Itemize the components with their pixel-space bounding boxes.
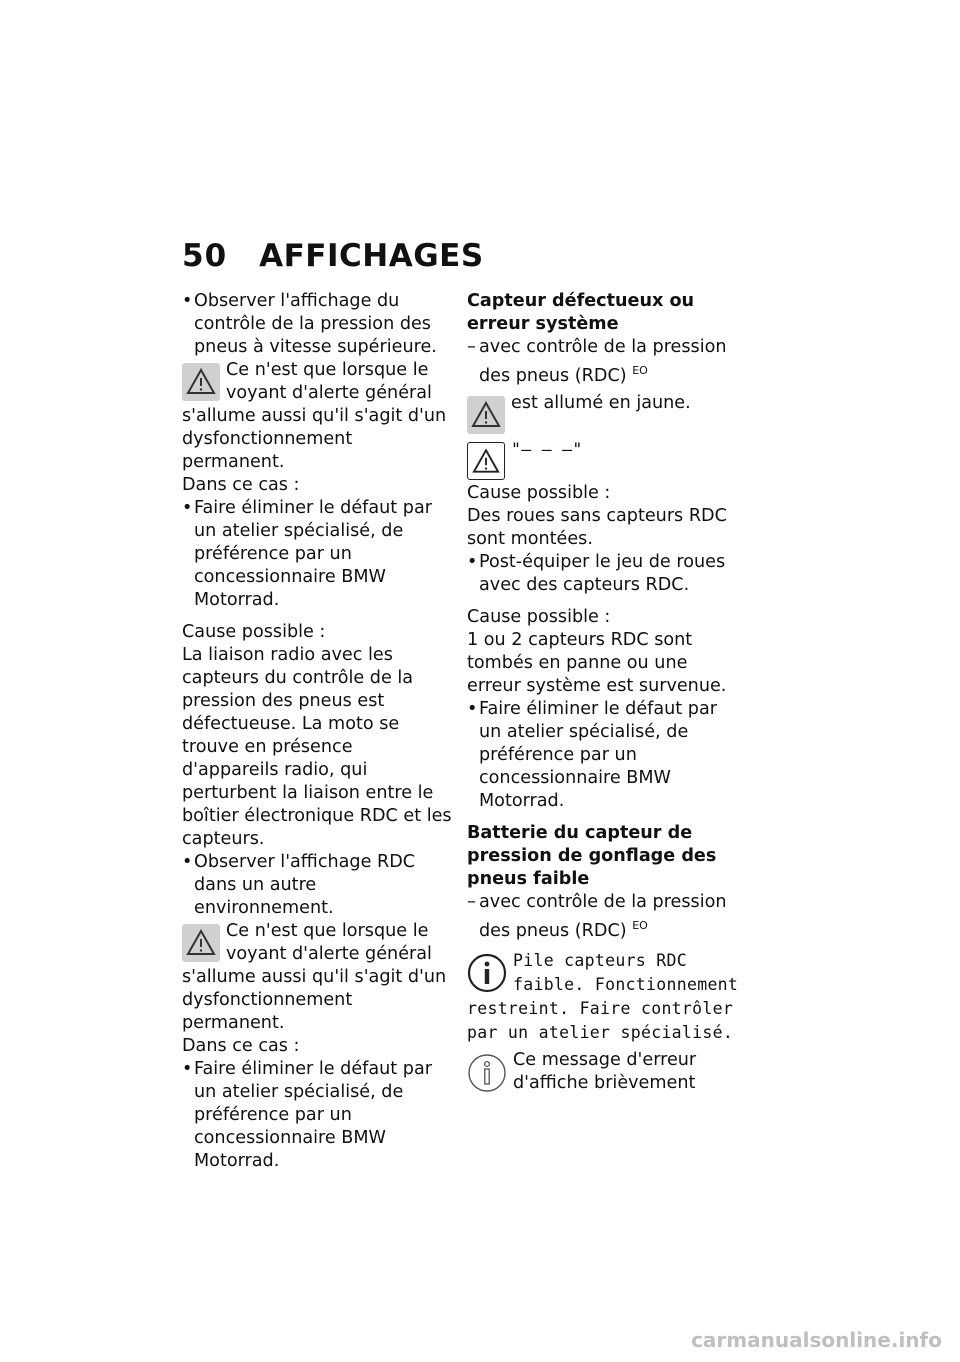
info-note-text: Ce message d'erreur d'affiche brièvement bbox=[513, 1050, 697, 1093]
warning-triangle-icon bbox=[467, 396, 505, 434]
display-dashes: "– – –" bbox=[511, 440, 583, 459]
possible-cause-text: Des roues sans capteurs RDC sont montées. bbox=[467, 506, 727, 549]
possible-cause-label: Cause possible : bbox=[182, 622, 326, 642]
info-note bbox=[467, 1049, 742, 1095]
page-header bbox=[182, 238, 484, 274]
info-outline-icon bbox=[467, 1053, 507, 1093]
section-title: AFFICHAGES bbox=[259, 238, 484, 274]
possible-cause-text: 1 ou 2 capteurs RDC sont tombés en panne ou une erreur système est survenue. bbox=[467, 630, 727, 696]
warning-triangle-icon bbox=[182, 924, 220, 962]
info-icon bbox=[467, 953, 507, 993]
page-number: 50 bbox=[182, 238, 228, 274]
eo-superscript: EO bbox=[632, 364, 648, 377]
possible-cause-text: La liaison radio avec les capteurs du contrôle de la pression des pneus est défectueuse. La moto se trouve en présence d'appareils radio, qui perturbent la liaison entre le boîtier électronique RDC et les capteurs. bbox=[182, 645, 452, 849]
bullet-eliminate-fault: • Faire éliminer le défaut par un atelier spécialisé, de préférence par un concessionnaire BMW Motorrad. bbox=[467, 698, 742, 813]
possible-cause-label: Cause possible : bbox=[467, 483, 611, 503]
bullet-retrofit-wheels: • Post-équiper le jeu de roues avec des capteurs RDC. bbox=[467, 551, 742, 597]
left-column bbox=[182, 290, 452, 1173]
eo-superscript: EO bbox=[632, 919, 648, 932]
bullet-observe-rdc: • Observer l'affichage RDC dans un autre environnement. bbox=[182, 851, 452, 920]
in-this-case: Dans ce cas : bbox=[182, 1036, 300, 1056]
heading-sensor-battery: Batterie du capteur de pression de gonflage des pneus faible bbox=[467, 823, 717, 889]
in-this-case: Dans ce cas : bbox=[182, 475, 300, 495]
warning-note-2 bbox=[182, 920, 452, 1035]
watermark: carmanualsonline.info bbox=[691, 1328, 942, 1352]
warning-note-text: Ce n'est que lorsque le voyant d'alerte général s'allume aussi qu'il s'agit d'un dysfonctionnement permanent. bbox=[182, 360, 447, 472]
warning-note-1 bbox=[182, 359, 452, 474]
display-message-text: Pile capteurs RDC faible. Fonctionnement restreint. Faire contrôler par un atelier spécialisé. bbox=[467, 951, 739, 1042]
warning-triangle-outline-icon bbox=[467, 442, 505, 480]
warning-note-text: Ce n'est que lorsque le voyant d'alerte général s'allume aussi qu'il s'agit d'un dysfonctionnement permanent. bbox=[182, 921, 447, 1033]
possible-cause-label: Cause possible : bbox=[467, 607, 611, 627]
right-column bbox=[467, 290, 742, 1095]
display-message-note bbox=[467, 949, 742, 1045]
bullet-eliminate-fault: • Faire éliminer le défaut par un atelier spécialisé, de préférence par un concessionnaire BMW Motorrad. bbox=[182, 497, 452, 612]
heading-sensor-defect: Capteur défectueux ou erreur système bbox=[467, 291, 695, 334]
bullet-observe-display: • Observer l'affichage du contrôle de la pression des pneus à vitesse supérieure. bbox=[182, 290, 452, 359]
dash-rdc-option: – avec contrôle de la pression des pneus (RDC) $^{EO}$ bbox=[467, 336, 742, 388]
bullet-eliminate-fault: • Faire éliminer le défaut par un atelier spécialisé, de préférence par un concessionnaire BMW Motorrad. bbox=[182, 1058, 452, 1173]
lamp-note-text: est allumé en jaune. bbox=[511, 393, 691, 413]
display-note bbox=[467, 438, 742, 482]
lamp-note bbox=[467, 392, 742, 436]
dash-rdc-option: – avec contrôle de la pression des pneus (RDC) $^{EO}$ bbox=[467, 891, 742, 943]
warning-triangle-icon bbox=[182, 363, 220, 401]
